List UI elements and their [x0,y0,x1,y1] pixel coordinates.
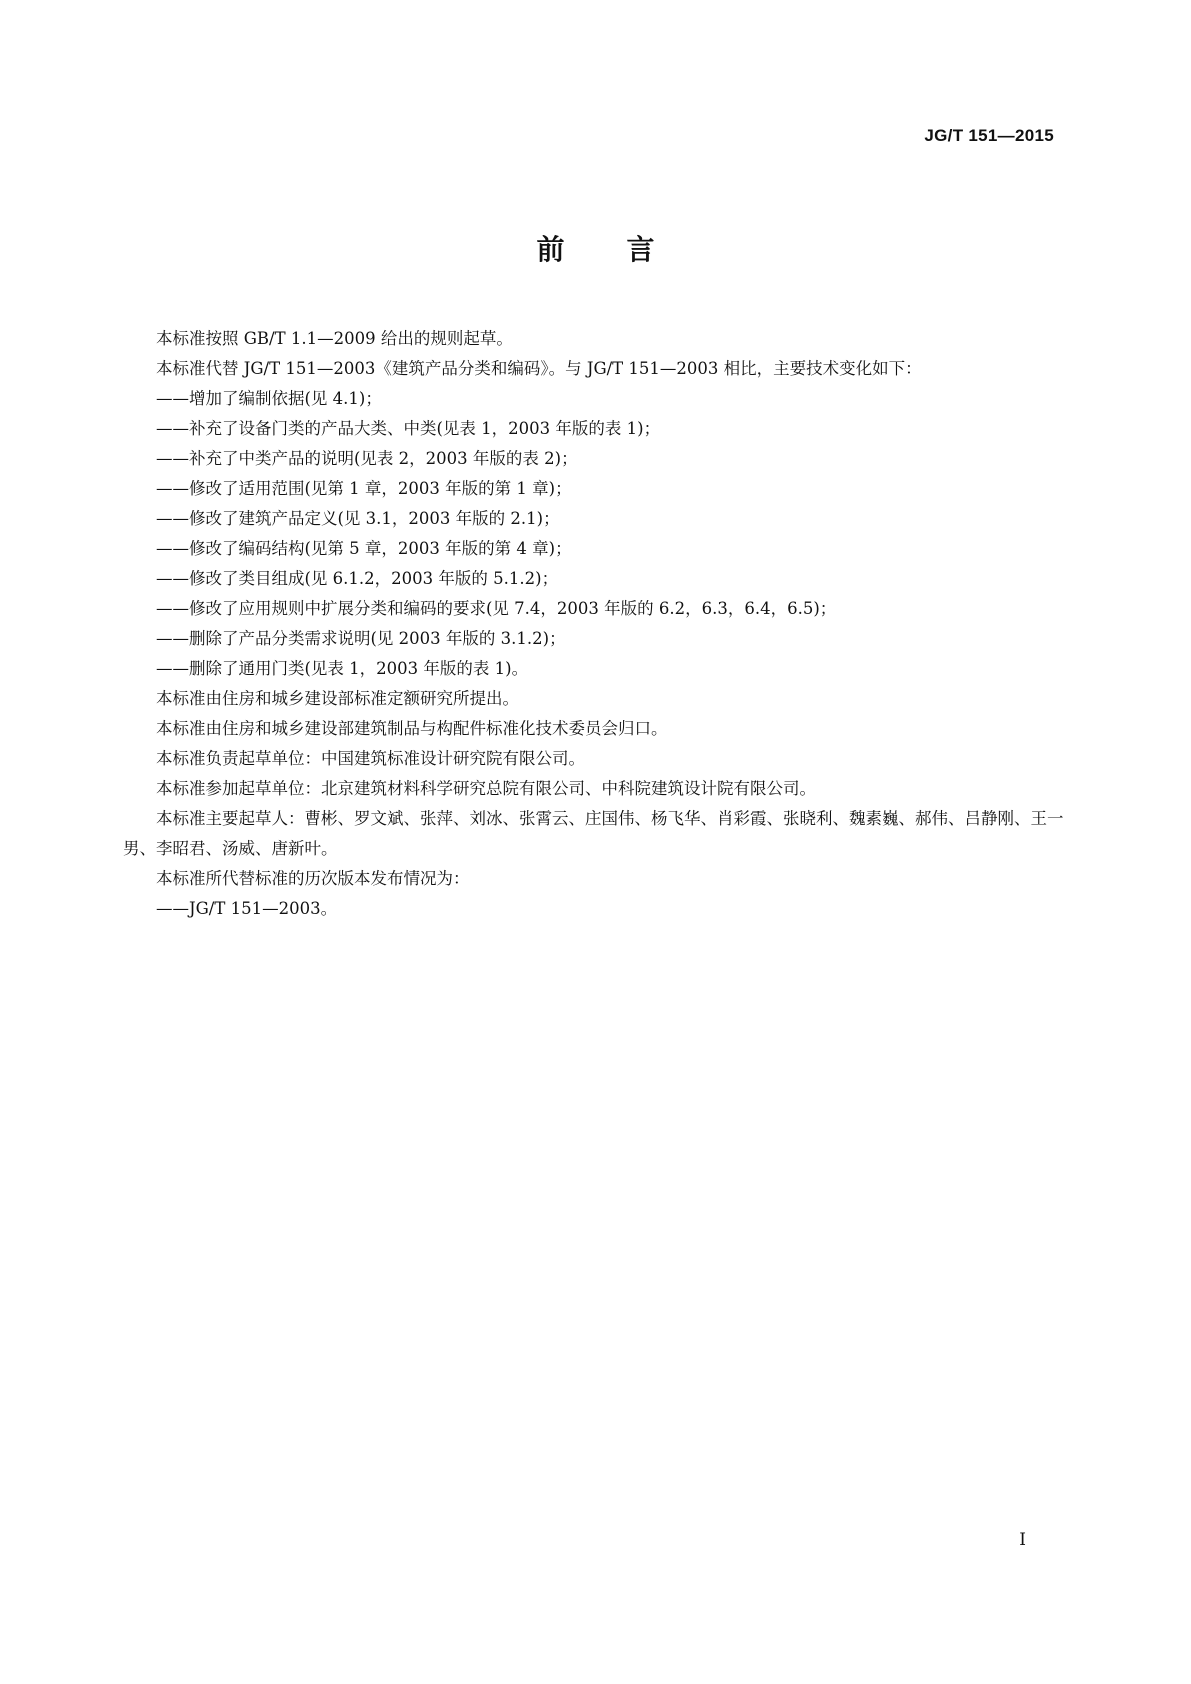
change-item: ——修改了适用范围(见第 1 章，2003 年版的第 1 章)； [156,479,572,498]
paragraph-previous-editions: 本标准所代替标准的历次版本发布情况为： [156,869,470,888]
standard-number: JG/T 151—2015 [924,126,1054,145]
change-item: ——修改了建筑产品定义(见 3.1，2003 年版的 2.1)； [156,509,560,528]
paragraph-under-jurisdiction: 本标准由住房和城乡建设部建筑制品与构配件标准化技术委员会归口。 [156,719,668,738]
previous-version-item: ——JG/T 151—2003。 [156,899,338,918]
change-item: ——修改了编码结构(见第 5 章，2003 年版的第 4 章)； [156,539,572,558]
paragraph-replaces: 本标准代替 JG/T 151—2003《建筑产品分类和编码》。与 JG/T 151—2003 相比，主要技术变化如下： [156,359,922,378]
foreword-body [123,324,1067,924]
change-item: ——补充了设备门类的产品大类、中类(见表 1，2003 年版的表 1)； [156,419,661,438]
change-item: ——修改了应用规则中扩展分类和编码的要求(见 7.4，2003 年版的 6.2，6.3，6.4，6.5)； [156,599,837,618]
change-item: ——删除了通用门类(见表 1，2003 年版的表 1)。 [156,659,529,678]
change-item: ——修改了类目组成(见 6.1.2，2003 年版的 5.1.2)； [156,569,559,588]
change-item: ——删除了产品分类需求说明(见 2003 年版的 3.1.2)； [156,629,566,648]
changes-list [123,384,1067,684]
paragraph-main-drafters: 本标准主要起草人：曹彬、罗文斌、张萍、刘冰、张霄云、庄国伟、杨飞华、肖彩霞、张晓利、魏素巍、郝伟、吕静刚、王一男、李昭君、汤威、唐新叶。 [123,809,1064,858]
change-item: ——增加了编制依据(见 4.1)； [156,389,382,408]
paragraph-drafting-rules: 本标准按照 GB/T 1.1—2009 给出的规则起草。 [156,329,513,348]
paragraph-proposed-by: 本标准由住房和城乡建设部标准定额研究所提出。 [156,689,519,708]
change-item: ——补充了中类产品的说明(见表 2，2003 年版的表 2)； [156,449,578,468]
page-title: 前言 [536,233,717,266]
page-number: I [1019,1530,1026,1550]
paragraph-lead-drafter: 本标准负责起草单位：中国建筑标准设计研究院有限公司。 [156,749,585,768]
paragraph-participating-drafters: 本标准参加起草单位：北京建筑材料科学研究总院有限公司、中科院建筑设计院有限公司。 [156,779,816,798]
